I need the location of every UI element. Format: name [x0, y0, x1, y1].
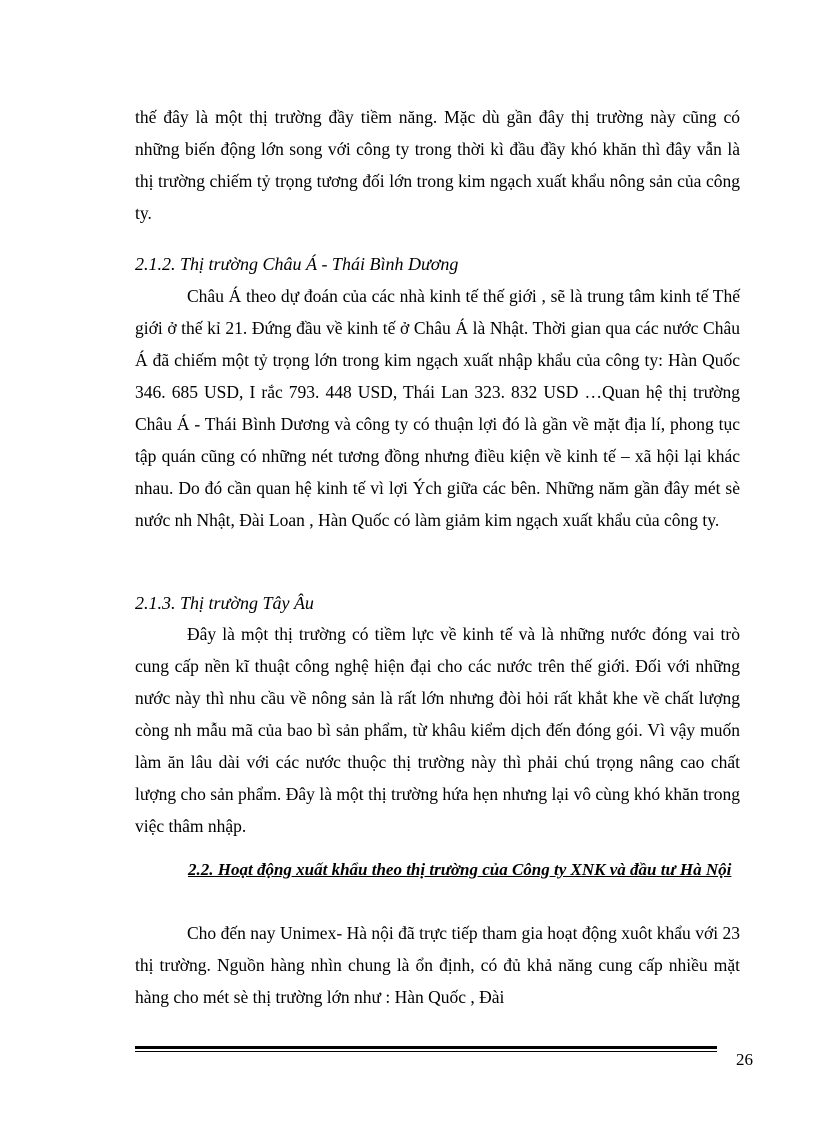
paragraph-western-europe: Đây là một thị trường có tiềm lực về kinh tế và là những nước đóng vai trò cung cấp nền kĩ thuật công nghệ hiện đại cho các nước trên thế giới. Đối với những nước này thì nhu cầu về nông sản là rất lớn nhưng đòi hỏi rất khắt khe về chất lượng còng nh mẫu mã của bao bì sản phẩm, từ khâu kiểm dịch đến đóng gói. Vì vậy muốn làm ăn lâu dài với các nước thuộc thị trường này thì phải chú trọng nâng cao chất lượng cho sản phẩm. Đây là một thị trường hứa hẹn nhưng lại vô cùng khó khăn trong việc thâm nhập.: [135, 624, 740, 836]
footer-rule-thin: [135, 1051, 717, 1052]
paragraph-unimex: Cho đến nay Unimex- Hà nội đã trực tiếp tham gia hoạt động xuôt khẩu với 23 thị trường. Nguồn hàng nhìn chung là ổn định, có đủ khả năng cung cấp nhiều mặt hàng cho mét sè thị trường lớn như : Hàn Quốc , Đài: [135, 923, 740, 1007]
paragraph-asia-pacific: Châu Á theo dự đoán của các nhà kinh tế thế giới , sẽ là trung tâm kinh tế Thế giới ở thế kỉ 21. Đứng đầu về kinh tế ở Châu Á là Nhật. Thời gian qua các nước Châu Á đã chiếm một tỷ trọng lớn trong kim ngạch xuất nhập khẩu của công ty: Hàn Quốc 346. 685 USD, I rắc 793. 448 USD, Thái Lan 323. 832 USD …Quan hệ thị trường Châu Á - Thái Bình Dương và công ty có thuận lợi đó là gần về mặt địa lí, phong tục tập quán cũng có những nét tương đồng nhưng điều kiện về kinh tế – xã hội lại khác nhau. Do đó cần quan hệ kinh tế vì lợi Ých giữa các bên. Những năm gần đây mét sè nước nh Nhật, Đài Loan , Hàn Quốc có làm giảm kim ngạch xuất khẩu của công ty.: [135, 286, 740, 530]
paragraph-intro: thế đây là một thị trường đầy tiềm năng. Mặc dù gần đây thị trường này cũng có những biến động lớn song với công ty trong thời kì đầu đầy khó khăn thì đây vẫn là thị trường chiếm tỷ trọng tương đối lớn trong kim ngạch xuất khẩu nông sản của công ty.: [135, 107, 740, 223]
heading-asia-pacific-market: 2.1.2. Thị trường Châu Á - Thái Bình Dương: [135, 254, 459, 274]
heading-western-europe-market: 2.1.3. Thị trường Tây Âu: [135, 593, 314, 613]
page-number: 26: [736, 1050, 753, 1069]
section-title-export-by-market: 2.2. Hoạt động xuất khẩu theo thị trường của Công ty XNK và đầu tư Hà Nội: [188, 860, 732, 879]
footer-rule-thick: [135, 1046, 717, 1049]
